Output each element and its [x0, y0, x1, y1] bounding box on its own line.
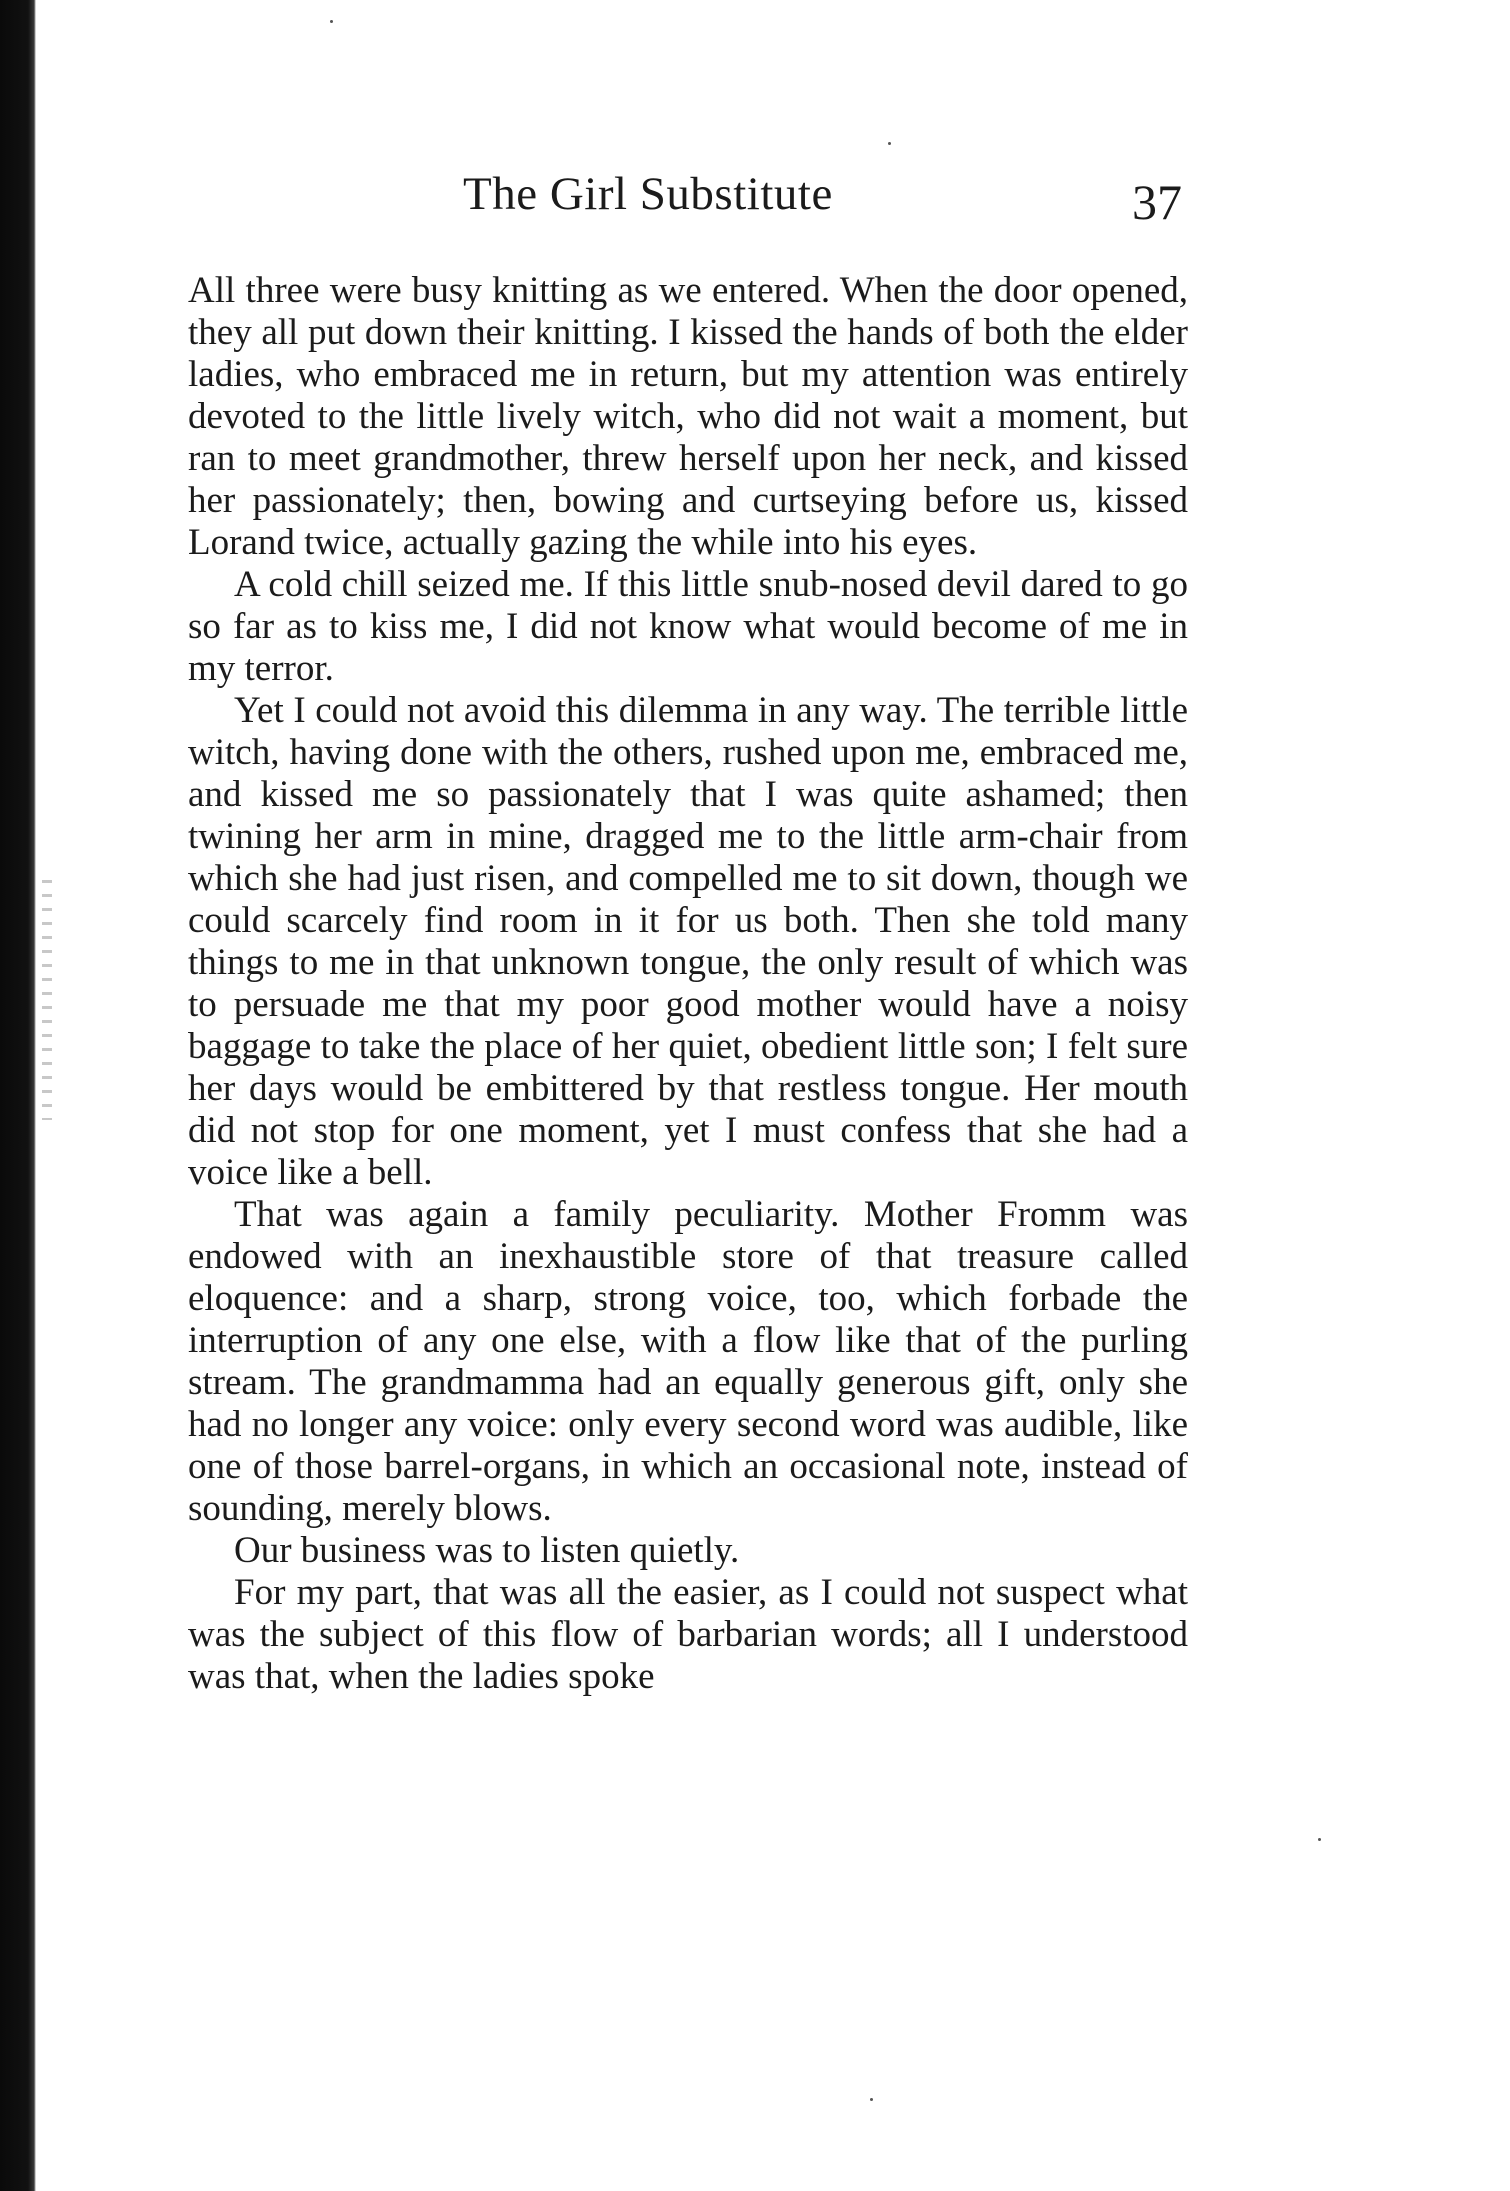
running-title: The Girl Substitute: [463, 168, 833, 220]
binding-edge: [0, 0, 36, 2191]
paragraph: Our business was to listen quietly.: [234, 1530, 740, 1571]
page-number: 37: [1132, 174, 1182, 230]
scan-dot: [330, 20, 333, 23]
scan-dot: [870, 2098, 873, 2101]
paragraph: For my part, that was all the easier, as I could not suspect what was the subject of this flow of barbarian words; all I understood was that, when the ladies spoke: [188, 1572, 1188, 1697]
paragraph: All three were busy knitting as we entered. When the door opened, they all put down their knitting. I kissed the hands of both the elder ladies, who embraced me in return, but my attention was entirely devoted to the little lively witch, who did not wait a moment, but ran to meet grandmother, threw herself upon her neck, and kissed her passionately; then, bowing and curtseying before us, kissed Lorand twice, actually gazing the while into his eyes.: [188, 270, 1188, 563]
scan-dot: [888, 142, 891, 145]
paragraph: That was again a family peculiarity. Mother Fromm was endowed with an inexhaustible store of that treasure called eloquence: and a sharp, strong voice, too, which forbade the interruption of any one else, with a flow like that of the purling stream. The grandmamma had an equally generous gift, only she had no longer any voice: only every second word was audible, like one of those barrel-organs, in which an occasional note, instead of sounding, merely blows.: [188, 1194, 1188, 1529]
paragraph: A cold chill seized me. If this little snub-nosed devil dared to go so far as to kiss me, I did not know what would become of me in my terror.: [188, 564, 1188, 689]
scan-specks: [42, 880, 52, 1120]
paragraph: Yet I could not avoid this dilemma in any way. The terrible little witch, having done with the others, rushed upon me, embraced me, and kissed me so passionately that I was quite ashamed; then twining her arm in mine, dragged me to the little arm-chair from which she had just risen, and compelled me to sit down, though we could scarcely find room in it for us both. Then she told many things to me in that unknown tongue, the only result of which was to persuade me that my poor good mother would have a noisy baggage to take the place of her quiet, obedient little son; I felt sure her days would be embittered by that restless tongue. Her mouth did not stop for one moment, yet I must confess that she had a voice like a bell.: [188, 690, 1188, 1193]
body-text: [188, 270, 1188, 1698]
page-header: [188, 163, 1188, 233]
scan-dot: [1318, 1838, 1321, 1841]
